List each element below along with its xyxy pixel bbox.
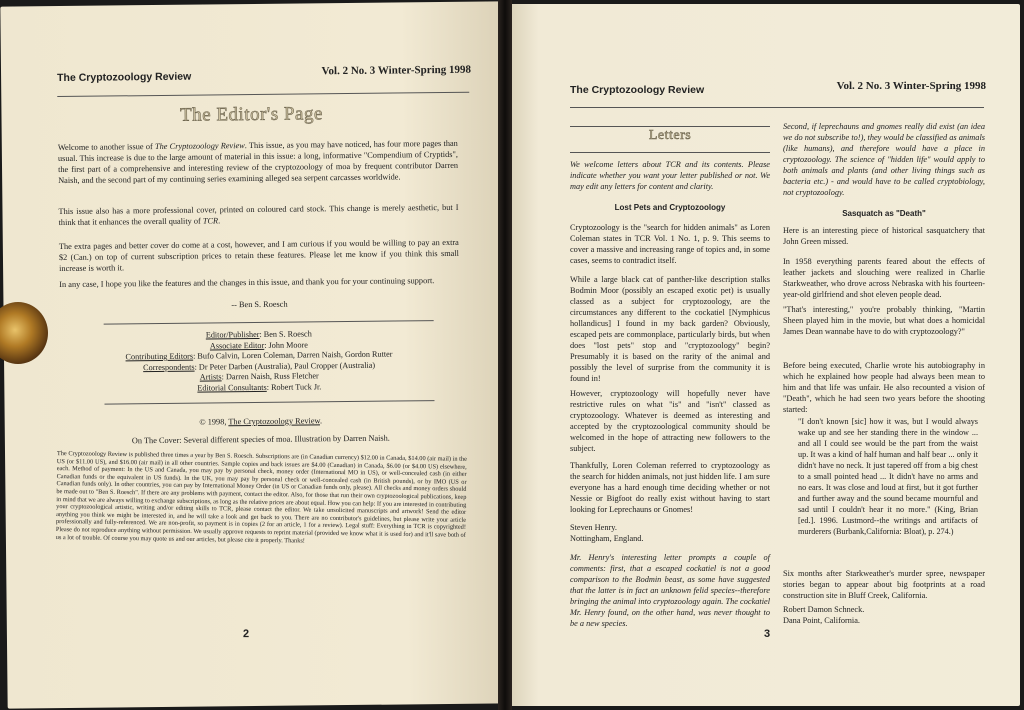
masthead-credits [74,328,445,395]
editors-page-title: The Editor's Page [179,103,323,126]
credit-correspondents: Correspondents: Dr Peter Darben (Australia), Paul Cropper (Australia) [143,360,376,372]
letters-intro: We welcome letters about TCR and its contents. Please indicate whether you want your letter published or not. We may edit any letters for content and clarity. [570,160,770,191]
sasquatch-signature: Robert Damon Schneck. Dana Point, California. [783,605,865,625]
right-page-number: 3 [764,628,771,640]
left-page [0,1,507,708]
copyright-line: © 1998, The Cryptozoology Review. [199,416,323,427]
subscription-fine-print: The Cryptozoology Review is published three times a year by Ben S. Roesch. Subscriptions are (in Canadian currency) $12.00 in Canada, $14.00 (air mail) in the US (or $11.00 US), and $16.00 (air mail) in all other countries. Sample copies and back issues are $4.00 (Canadian) in Canada, $6.00 (or $4.00 US) elsewhere, each. Method of payment: In the US and Canada, you may pay by personal check, money order (International MO in US), or well-concealed cash (in either Canadian funds or the equivalent in US funds). In the UK, you may pay by personal check or well-concealed cash (in British pounds), or by IMO (US or Canadian funds only). In other countries, you can pay by International Money Order (in US or Canadian funds only, please). All checks and money orders should be made out to "Ben S. Roesch". If there are any problems with payment, contact the editor. Also, for those that run their own cryptozoological publications, keep in mind that we are always willing to exchange subscriptions, as long as the relative prices are about equal. How you can help: If you are interested in contributing your cryptozoological artistic, writing and/or editing skills to TCR, please contact the editor. We take unsolicited manuscripts and artwork! Send the editor anything you think we might be interested in, and he will take a look and get back to you. There are no contributor's guidelines, but please write your article professionally and fully-referenced. We are non-profit, so payment is in copies (2 for an article, 1 for a review). Legal stuff: Everything in TCR is copyrighted! Please do not reproduce anything without permission. We usually approve requests to reprint material (provided we know what it is used for) and it'll save both of us a lot of trouble. Of course you may quote us and our articles, but please cite it properly. Thanks! [55,450,467,545]
sasquatch-paragraph-3: "That's interesting," you're probably thinking, "Martin Sheen played him in the movie, but what does a homicidal James Dean wannabe have to do with cryptozoology?" [783,305,985,336]
letters-title: Letters [648,128,692,143]
sasquatch-paragraph-4: Before being executed, Charlie wrote his autobiography in which he explained how people had always been mean to him and that life was unfair. He also recounted a vision of "Death", which he had seen two years before the shooting started: [783,361,985,414]
cover-note: On The Cover: Several different species of moa. Illustration by Darren Naish. [131,433,390,446]
left-header-volume: Vol. 2 No. 3 Winter-Spring 1998 [321,63,472,78]
credit-consultants: Editorial Consultants: Robert Tuck Jr. [197,381,322,393]
credit-editor: Editor/Publisher: Ben S. Roesch [205,329,312,340]
credit-artists: Artists: Darren Naish, Russ Fletcher [199,371,319,382]
left-header-title: The Cryptozoology Review [57,70,192,85]
editor-paragraph-2: This issue also has a more professional cover, printed on coloured card stock. This change is merely aesthetic, but I think that it enhances the overall quality of TCR. [58,202,459,228]
left-page-number: 2 [242,628,250,641]
editor-paragraph-4: In any case, I hope you like the features and the changes in this issue, and thank you for your continuing support. [59,276,435,290]
book-spine [498,0,512,710]
credits-rule-bottom [105,400,435,404]
lost-pets-paragraph-4: Thankfully, Loren Coleman referred to cryptozoology as the search for hidden animals, not just hidden life. I am sure everyone has a hard enough time deciding whether or not Nessie or Bigfoot do really exist without having to start looking for Leprechauns or Gnomes! [570,461,770,514]
sasquatch-paragraph-5: Six months after Starkweather's murder spree, newspaper stories began to appear about big footprints at a road construction site in Bluff Creek, California. [783,569,985,600]
left-header-rule [57,92,469,97]
lost-pets-heading: Lost Pets and Cryptozoology [614,203,726,212]
sasquatch-paragraph-1: Here is an interesting piece of historical sasquatchery that John Green missed. [783,226,985,246]
left-running-header [57,63,472,90]
editor-signature: -- Ben S. Roesch [231,299,288,310]
credit-associate: Associate Editor: John Moore [209,339,308,350]
lost-pets-paragraph-3: However, cryptozoology will hopefully never have restrictive rules on what "is" and "isn't" classed as cryptozoology. Whatever is deemed as interesting and accepted by the cryptozoological community should be welcomed in the hope of attracting new followers to the subject. [570,389,770,453]
editor-paragraph-1: Welcome to another issue of The Cryptozoology Review. This issue, as you may have noticed, has four more pages than usual. This increase is due to the large amount of material in this issue: a long, informative "Compendium of Cryptids", the first part of a comprehensive and interesting review of the cryptozoology of moa by frequent contributor Darren Naish, and the second part of my continuing series examining alleged sea serpent carcasses worldwide. [57,138,459,186]
letters-rule-bottom [570,152,770,153]
right-running-header [570,80,986,102]
right-page [508,4,1020,706]
editor-reply-continued: Second, if leprechauns and gnomes really did exist (an idea we do not subscribe to!), they would be classified as animals (like humans), and therefore would have a place in cryptozoology. The science of "hidden life" would apply to both animals and plants (and other living things such as bacteria etc.) - and would have to be called cryptobiology, not cryptozoology. [783,122,985,197]
lost-pets-signature: Steven Henry. Nottingham, England. [570,523,644,543]
starkweather-quote: "I don't known [sic] how it was, but I would always wake up and see her standing there in the window ... and all I could see would be the part from the waist up. It was a kind of half human and half bear ... only it didn't have no neck. It just tapered off from a big chest to a small pointed head ... It didn't have no arms and no ears. It was close and loud at first, but it got further and further away and the sound became mournful and sad until I couldn't hear it no more." (King, Brian [ed.]. 1996. Lustmord--the writings and artifacts of murderers (Burbank,California: Bloat), p. 274.) [798,417,978,536]
letters-rule-top [570,126,770,127]
credit-contributing: Contributing Editors: Bufo Calvin, Loren Coleman, Darren Naish, Gordon Rutter [125,349,393,362]
sasquatch-paragraph-2: In 1958 everything parents feared about the effects of leather jackets and slouching were realized in Charlie Starkweather, who drove across Nebraska with his fourteen-year-old girlfriend and shot eleven people dead. [783,257,985,299]
sasquatch-heading: Sasquatch as "Death" [842,209,926,218]
right-header-volume: Vol. 2 No. 3 Winter-Spring 1998 [836,80,986,92]
right-header-title: The Cryptozoology Review [570,84,705,96]
credits-rule-top [104,320,434,324]
lost-pets-paragraph-2: While a large black cat of panther-like description stalks Bodmin Moor (possibly an escaped exotic pet) is usually classed as a subject for cryptozoology, are the circumstances any different to the cockatiel [Nymphicus hollandicus] I found in my back garden? Obviously, escaped pets are commonplace, particularly birds, but when does "lost pets" stop and "cryptozoology" begin? Presumably it is based on the rarity of the animal and possibly the level of surprise from the community it is found in! [570,275,770,383]
editor-paragraph-3: The extra pages and better cover do come at a cost, however, and I am curious if you would be willing to pay an extra $2 (Can.) on top of current subscription prices to retain these features. Please let me know if you think this small increase is worth it. [58,237,459,274]
editor-reply-1: Mr. Henry's interesting letter prompts a couple of comments: first, that a escaped cockatiel is not a good comparison to the Bodmin beast, as some have suggested that the latter is in fact an unknown felid species--therefore bringing the animal into cryptozoology again. The cockatiel Mr. Henry found, on the other hand, was never thought to be a new species. [570,553,770,628]
right-header-rule [570,107,984,108]
lost-pets-paragraph-1: Cryptozoology is the "search for hidden animals" as Loren Coleman states in TCR Vol. 1 No. 1, p. 9. This seems to cover a massive and increasing range of topics and, in some cases, seems to contradict itself. [570,223,770,265]
